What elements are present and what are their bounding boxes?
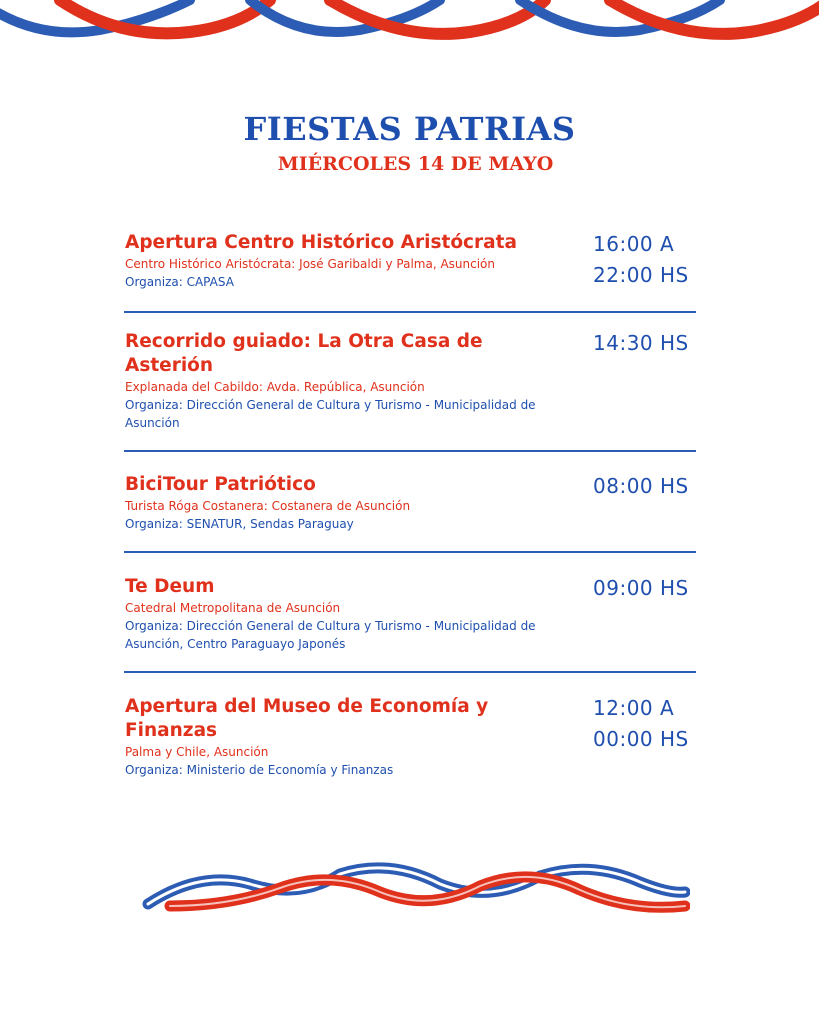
event-item — [125, 231, 700, 291]
event-time-start: 09:00 HS — [593, 576, 689, 600]
event-title: Apertura del Museo de Economía y Finanzas — [125, 696, 489, 741]
top-flag-ribbon — [0, 0, 819, 45]
event-time — [593, 471, 713, 502]
event-time — [593, 328, 713, 359]
event-organizer: Organiza: SENATUR, Sendas Paraguay — [125, 517, 354, 531]
event-location: Turista Róga Costanera: Costanera de Asunción — [125, 499, 411, 513]
event-location: Palma y Chile, Asunción — [125, 745, 269, 759]
event-time — [593, 229, 713, 291]
divider — [124, 311, 696, 313]
event-item — [125, 473, 700, 533]
event-title: BiciTour Patriótico — [125, 474, 316, 495]
event-time-start: 14:30 HS — [593, 331, 689, 355]
divider — [124, 671, 696, 673]
event-title: Recorrido guiado: La Otra Casa de Asterión — [125, 331, 483, 376]
event-date: MIÉRCOLES 14 DE MAYO — [277, 153, 554, 175]
event-location: Catedral Metropolitana de Asunción — [125, 601, 341, 615]
event-time-start: 08:00 HS — [593, 474, 689, 498]
event-item — [125, 575, 700, 653]
event-location: Explanada del Cabildo: Avda. República, Asunción — [125, 380, 425, 394]
event-location: Centro Histórico Aristócrata: José Garibaldi y Palma, Asunción — [125, 257, 495, 271]
event-organizer: Organiza: Dirección General de Cultura y Turismo - Municipalidad de Asunción, Centro Paraguayo Japonés — [125, 619, 536, 651]
event-title: Apertura Centro Histórico Aristócrata — [125, 232, 517, 253]
event-item — [125, 695, 700, 779]
bottom-flag-ribbon — [140, 862, 690, 917]
event-time-end: 22:00 HS — [593, 263, 689, 287]
event-time-start: 12:00 A — [593, 696, 675, 720]
event-item — [125, 330, 700, 432]
event-organizer: Organiza: Dirección General de Cultura y Turismo - Municipalidad de Asunción — [125, 398, 536, 430]
divider — [124, 450, 696, 452]
event-time — [593, 573, 713, 604]
event-time-end: 00:00 HS — [593, 727, 689, 751]
event-title: Te Deum — [125, 576, 215, 597]
event-time-start: 16:00 A — [593, 232, 675, 256]
page-title: FIESTAS PATRIAS — [243, 110, 576, 148]
divider — [124, 551, 696, 553]
event-organizer: Organiza: Ministerio de Economía y Finanzas — [125, 763, 394, 777]
event-time — [593, 693, 713, 755]
event-organizer: Organiza: CAPASA — [125, 275, 234, 289]
